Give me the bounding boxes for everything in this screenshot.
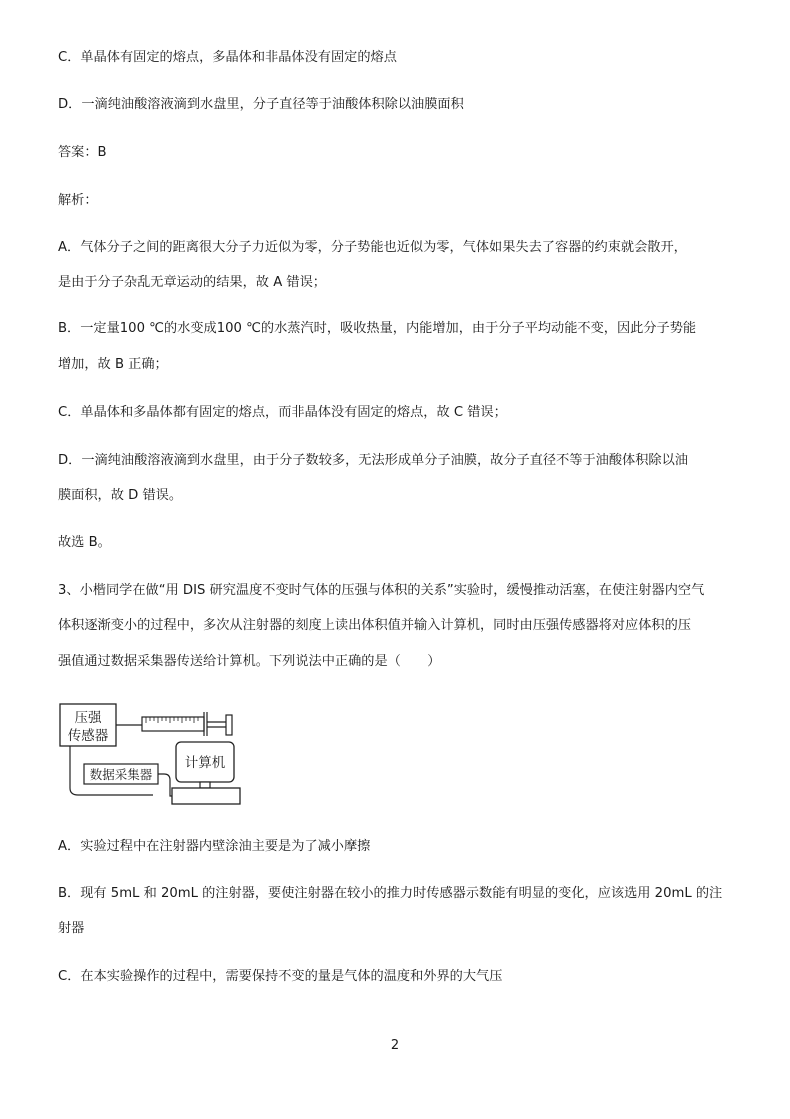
analysis-b-line-2: 增加，故 B 正确； [58,357,168,372]
option-c2-text: C．在本实验操作的过程中，需要保持不变的量是气体的温度和外界的大气压 [58,969,503,984]
answer-text: 答案：B [58,145,107,160]
option-a-text: A．实验过程中在注射器内壁涂油主要是为了减小摩擦 [58,839,371,854]
syringe [116,712,232,736]
experiment-diagram [58,700,258,810]
pressure-sensor-label-1: 压强 [74,710,102,726]
analysis-c-text: C．单晶体和多晶体都有固定的熔点，而非晶体没有固定的熔点，故 C 错误； [58,405,507,420]
analysis-d-line-2: 膜面积，故 D 错误。 [58,488,183,503]
conclusion-text: 故选 B。 [58,535,111,550]
analysis-b-line-1: B．一定量100 ℃的水变成100 ℃的水蒸汽时，吸收热量，内能增加，由于分子平均动能不变，因此分子势能 [58,321,697,336]
option-c-text: C．单晶体有固定的熔点，多晶体和非晶体没有固定的熔点 [58,50,397,65]
analysis-d-line-1: D．一滴纯油酸溶液滴到水盘里，由于分子数较多，无法形成单分子油膜，故分子直径不等于油酸体积除以油 [58,453,688,468]
question-3-line-3: 强值通过数据采集器传送给计算机。下列说法中正确的是（ ） [58,654,441,669]
analysis-heading: 解析： [58,193,98,208]
analysis-a-line-1: A．气体分子之间的距离很大分子力近似为零，分子势能也近似为零，气体如果失去了容器的约束就会散开， [58,240,687,255]
computer-stand [200,782,210,788]
computer-label: 计算机 [184,755,226,771]
page-number: 2 [390,1038,400,1053]
experiment-diagram-svg [58,700,258,810]
pressure-sensor-label-2: 传感器 [67,728,109,744]
data-collector-label: 数据采集器 [89,767,153,782]
computer-cable [158,774,172,796]
option-d-text: D．一滴纯油酸溶液滴到水盘里，分子直径等于油酸体积除以油膜面积 [58,97,464,112]
computer-base [172,788,240,804]
question-3-line-2: 体积逐渐变小的过程中，多次从注射器的刻度上读出体积值并输入计算机，同时由压强传感器将对应体积的压 [58,618,691,633]
question-3-line-1: 3、小楷同学在做“用 DIS 研究温度不变时气体的压强与体积的关系”实验时，缓慢推动活塞，在使注射器内空气 [58,583,705,598]
option-b-line-2: 射器 [58,921,85,936]
option-b-line-1: B．现有 5mL 和 20mL 的注射器，要使注射器在较小的推力时传感器示数能有明显的变化，应该选用 20mL 的注 [58,886,723,901]
analysis-a-line-2: 是由于分子杂乱无章运动的结果，故 A 错误； [58,275,326,290]
